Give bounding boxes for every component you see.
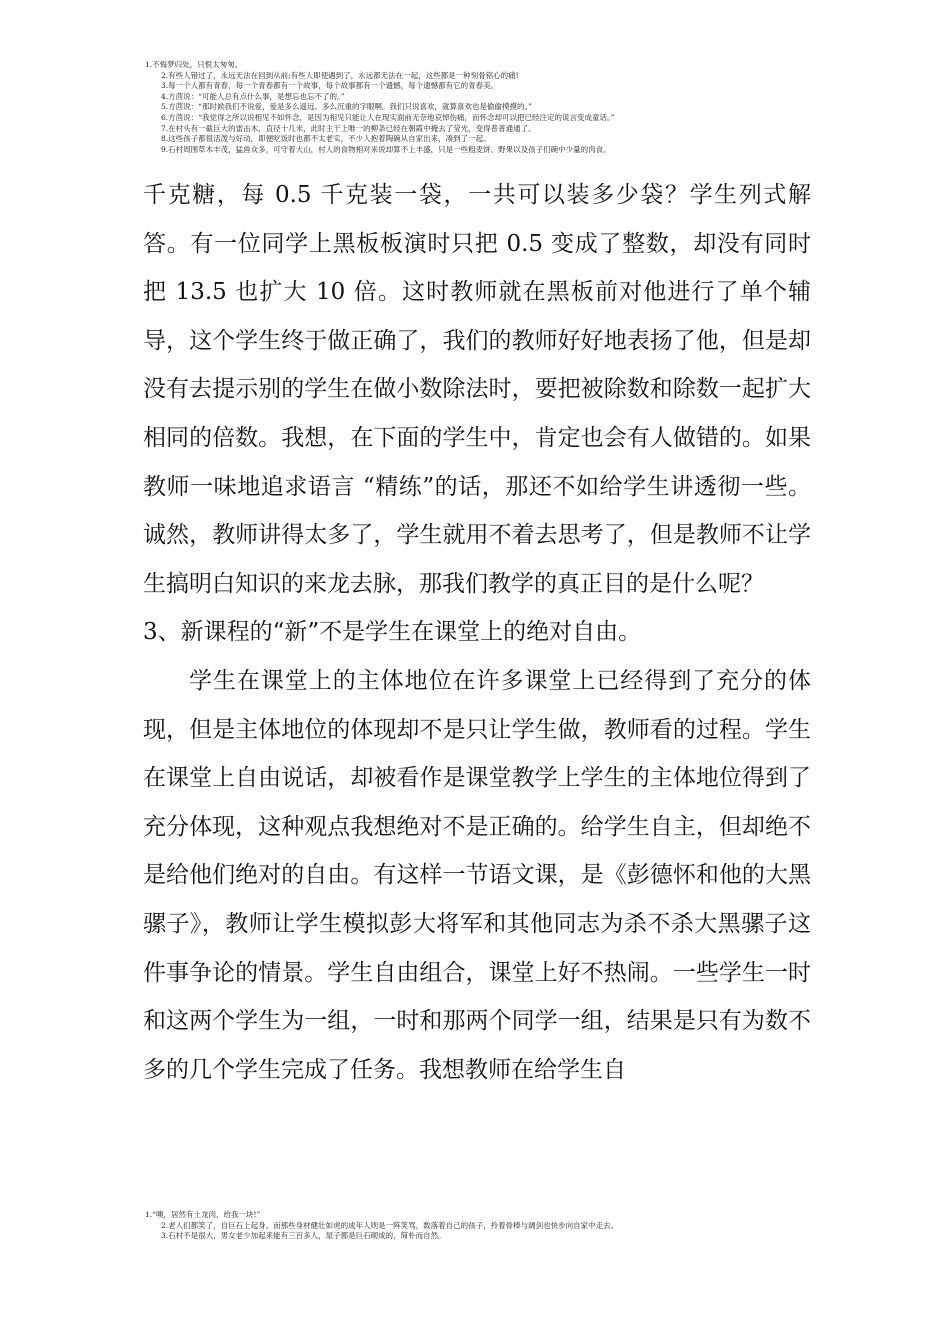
header-note: 4.方茴说：“可能人总有点什么事，是想忘也忘不了的。”: [161, 91, 345, 101]
header-note: 5.方茴说：“那时候我们不说爱，爱是多么遥远、多么沉重的字眼啊。我们只说喜欢，就算喜欢也是偷偷摸摸的。”: [161, 102, 533, 112]
header-note: 8.这些孩子都很活泼与好动，即便吃饭时也都不太老实，不少人抱着陶碗从自家出来，凑到了一起。: [161, 134, 491, 144]
body-paragraph: 学生在课堂上的主体地位在许多课堂上已经得到了充分的体现，但是主体地位的体现却不是只让学生做，教师看的过程。学生在课堂上自由说话，却被看作是课堂教学上学生的主体地位得到了充分体现，这种观点我想绝对不是正确的。给学生自主，但却绝不是给他们绝对的自由。有这样一节语文课，是《彭德怀和他的大黑骡子》，教师让学生模拟彭大将军和其他同志为杀不杀大黑骡子这件事争论的情景。学生自由组合，课堂上好不热闹。一些学生一时和这两个学生为一组，一时和那两个同学一组，结果是只有为数不多的几个学生完成了任务。我想教师在给学生自: [143, 667, 811, 1083]
header-note: 7.在村头有一截巨大的雷击木，直径十几米，此时主干上唯一的柳条已经在朝霞中掩去了莹光，变得普普通通了。: [161, 123, 536, 133]
header-note: 1.不悔梦归处，只恨太匆匆。: [145, 60, 243, 69]
header-note: 2.有些人错过了，永远无法在回到从前;有些人即使遇到了，永远都无法在一起，这些都是一种刻骨铭心的痛!: [161, 70, 519, 80]
footer-note: 3.石村不是很大，男女老少加起来能有三百多人，屋子都是巨石砌成的，简朴而自然。: [161, 1231, 446, 1241]
header-note: 9.石村周围草木丰茂，猛兽众多，可守着大山，村人的食物相对来说却算不上丰盛，只是一些粗麦饼、野果以及孩子们碗中少量的肉食。: [161, 144, 611, 154]
header-note: 6.方茴说：“我觉得之所以说相见不如怀念，是因为相见只能让人在现实面前无奈地哀悼伤痛，而怀念却可以把已经注定的谎言变成童话。”: [161, 112, 615, 122]
header-notes: [145, 60, 845, 155]
header-note: 3.每一个人都有青春，每一个青春都有一个故事，每个故事都有一个遗憾，每个遗憾都有它的青春美。: [161, 81, 499, 91]
footer-notes: [145, 1210, 845, 1242]
main-body-text: [143, 171, 811, 1094]
body-paragraph: 千克糖，每 0.5 千克装一袋，一共可以装多少袋？学生列式解答。有一位同学上黑板板演时只把 0.5 变成了整数，却没有同时把 13.5 也扩大 10 倍。这时教师就在黑板前对他进行了单个辅导，这个学生终于做正确了，我们的教师好好地表扬了他，但是却没有去提示别的学生在做小数除法时，要把被除数和除数一起扩大相同的倍数。我想，在下面的学生中，肯定也会有人做错的。如果教师一味地追求语言 “精练”的话，那还不如给学生讲透彻一些。诚然，教师讲得太多了，学生就用不着去思考了，但是教师不让学生搞明白知识的来龙去脉，那我们教学的真正目的是什么呢？: [143, 182, 811, 597]
footer-note: 2.老人们都笑了，自巨石上起身。而那些身材健壮如虎的成年人则是一阵笑骂，数落着自己的孩子，拎着骨棒与阔剑也快步向自家中走去。: [161, 1220, 619, 1230]
footer-note: 1.“噢，居然有土龙肉，给我一块!”: [145, 1210, 261, 1219]
section-heading: 3、新课程的“新”不是学生在课堂上的绝对自由。: [143, 619, 642, 646]
